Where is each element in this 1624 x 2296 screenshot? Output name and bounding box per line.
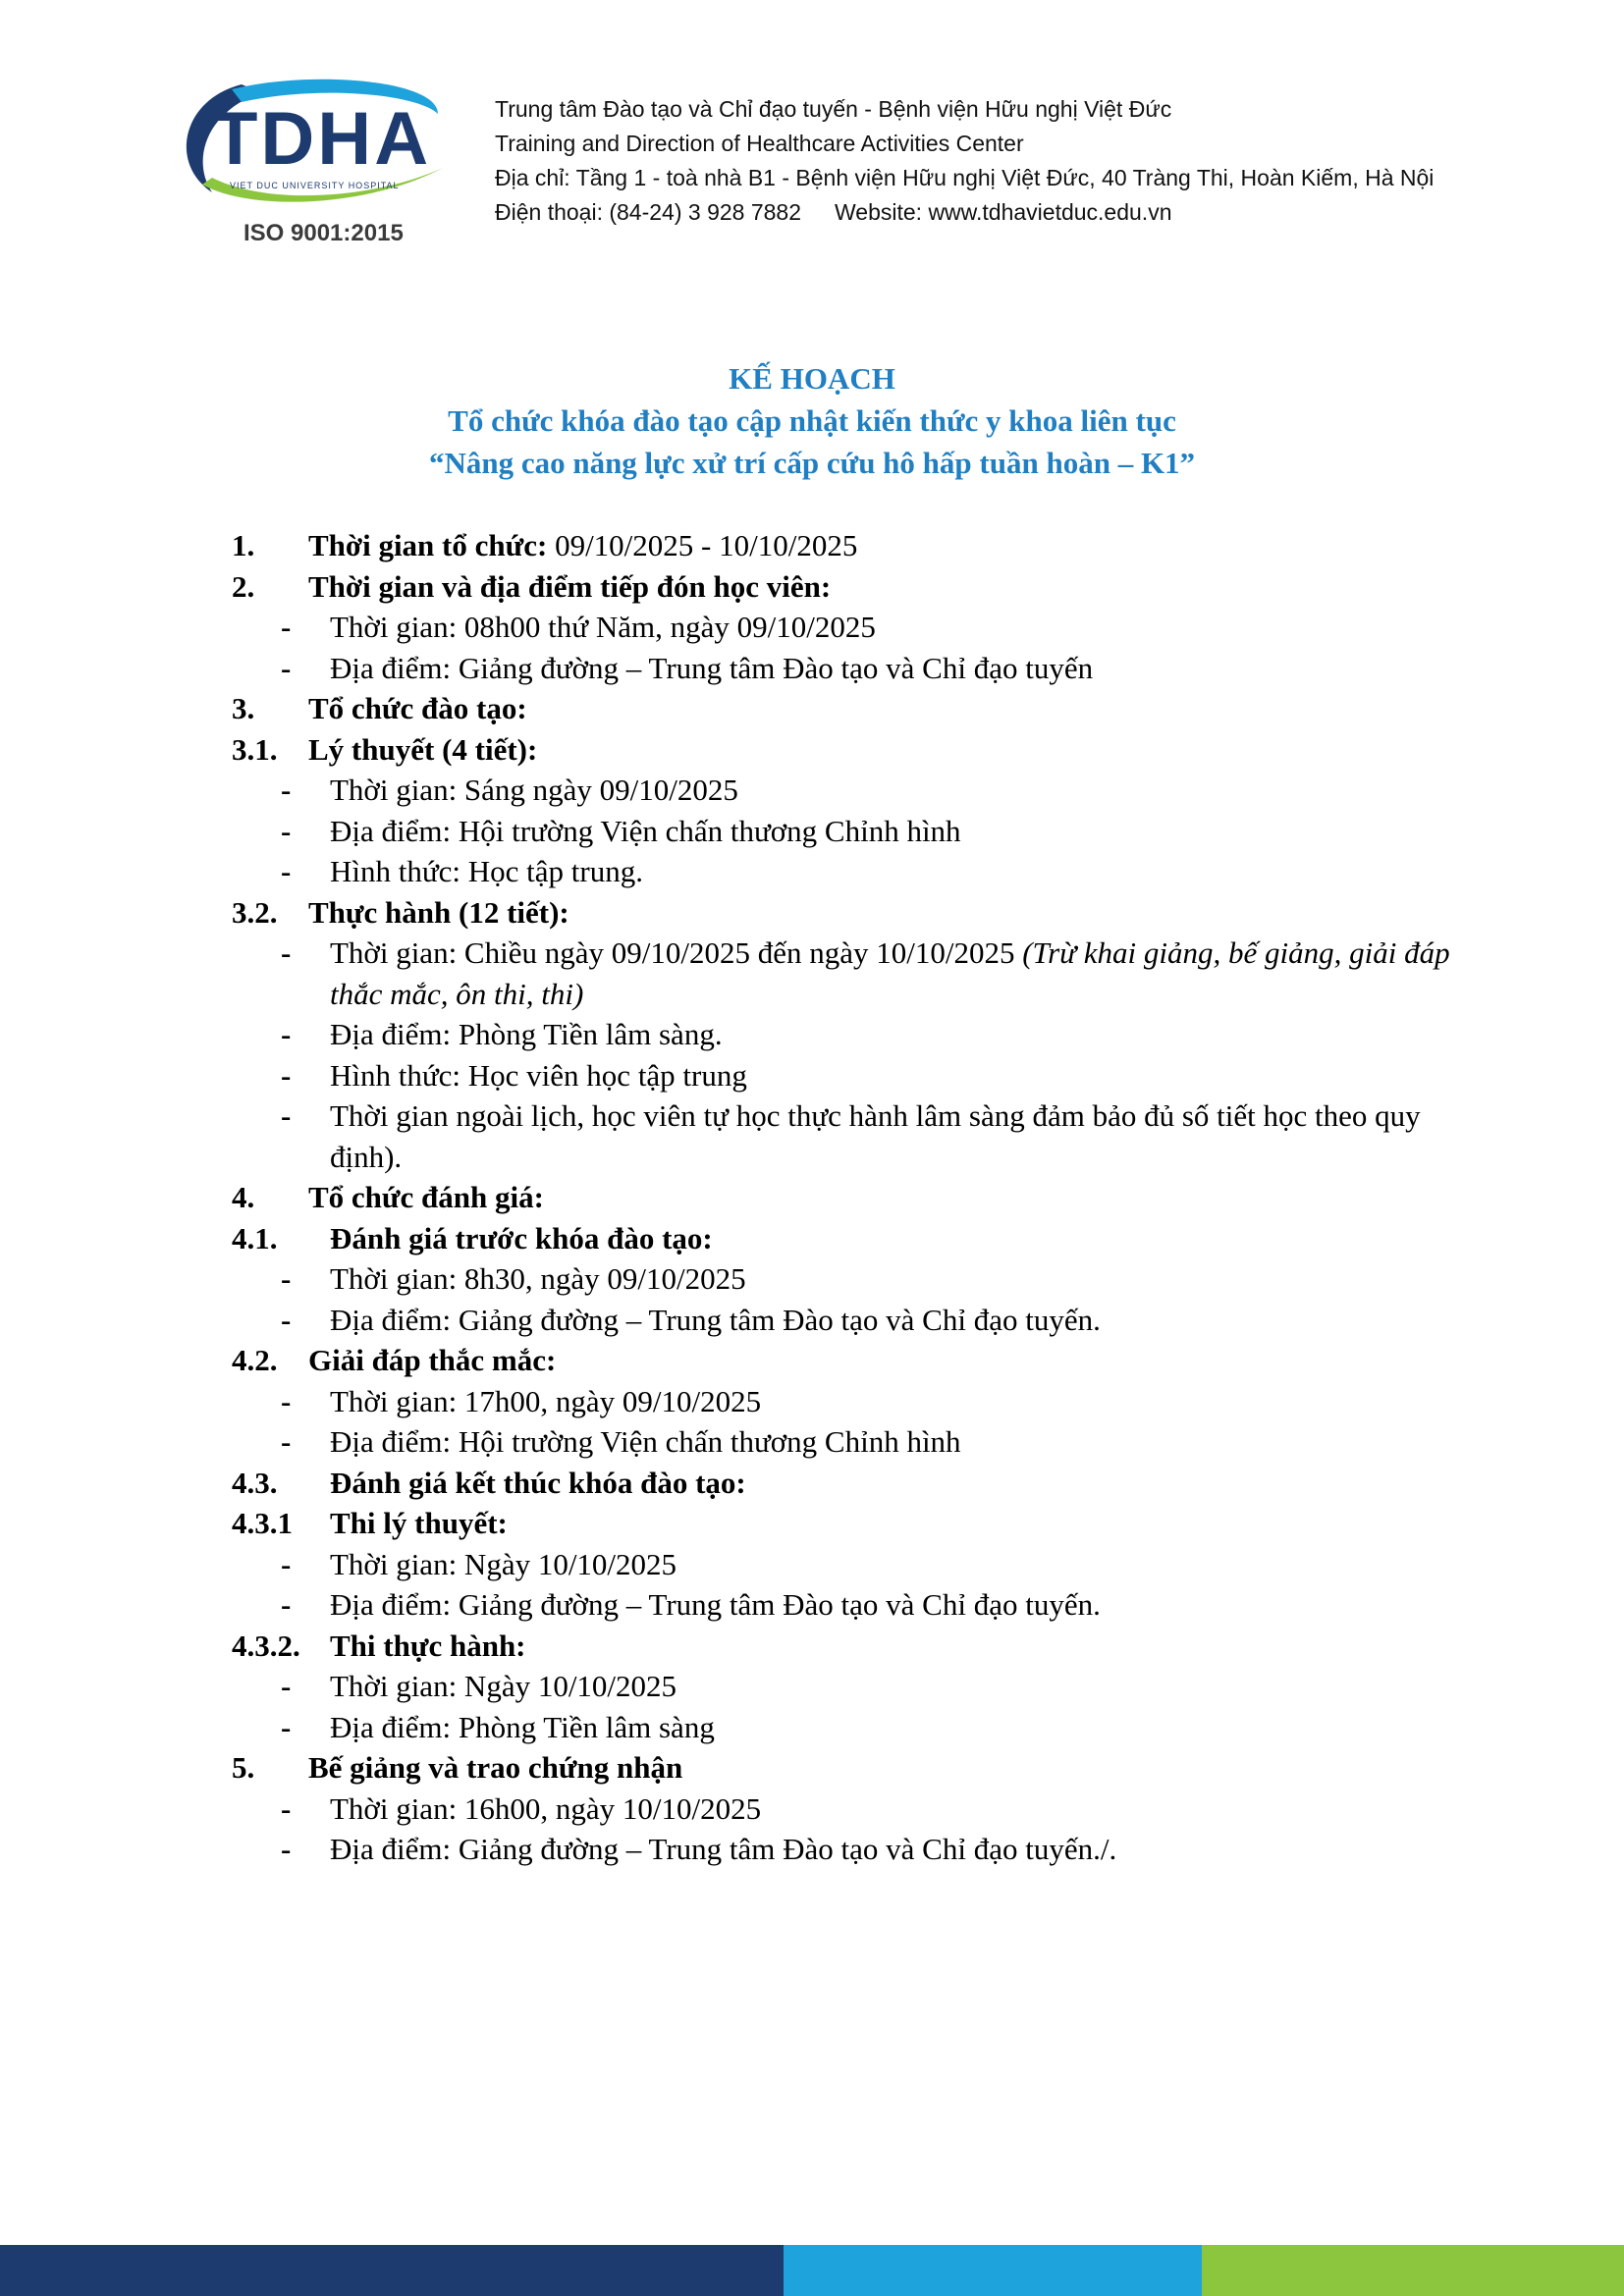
section-label: Bế giảng và trao chứng nhận xyxy=(308,1750,683,1785)
bullet-dash-icon: - xyxy=(281,1587,292,1622)
section-number: 3.1. xyxy=(232,731,278,767)
section-label: Thi lý thuyết: xyxy=(330,1506,508,1540)
bullet-dash-icon: - xyxy=(281,1790,292,1826)
bullet-item xyxy=(232,1381,1508,1422)
bullet-item xyxy=(232,1300,1508,1341)
section-label: Thực hành (12 tiết): xyxy=(308,894,569,930)
document-title xyxy=(0,357,1624,484)
section-label: Đánh giá trước khóa đào tạo: xyxy=(330,1220,713,1255)
section-label: Đánh giá kết thúc khóa đào tạo: xyxy=(330,1465,746,1500)
bullet-dash-icon: - xyxy=(281,1424,292,1459)
bullet-item xyxy=(232,1421,1508,1463)
section-heading xyxy=(232,1503,1508,1544)
section-number: 1. xyxy=(232,528,255,562)
bullet-text: Địa điểm: Hội trường Viện chấn thương Chỉnh hình xyxy=(330,813,961,848)
section-heading xyxy=(232,1218,1508,1259)
section-heading xyxy=(232,729,1508,771)
bullet-item xyxy=(232,1544,1508,1585)
logo-iso: ISO 9001:2015 xyxy=(244,220,404,246)
bullet-dash-icon: - xyxy=(281,1709,292,1744)
section-heading xyxy=(232,1340,1508,1381)
section-number: 5. xyxy=(232,1750,255,1785)
section-number: 4.3.2. xyxy=(232,1628,300,1663)
section-number: 4.3. xyxy=(232,1465,278,1500)
title-line-2: Tổ chức khóa đào tạo cập nhật kiến thức y khoa liên tục xyxy=(448,403,1176,438)
footer-color-bar xyxy=(0,2245,1624,2296)
bullet-item xyxy=(232,1014,1508,1055)
footer-bar-cyan xyxy=(784,2245,1202,2296)
org-name-en: Training and Direction of Healthcare Activities Center xyxy=(495,131,1024,156)
bullet-item xyxy=(232,607,1508,648)
plan-body xyxy=(232,525,1508,1870)
section-heading xyxy=(232,1747,1508,1789)
bullet-item xyxy=(232,851,1508,892)
bullet-item xyxy=(232,1789,1508,1830)
bullet-dash-icon: - xyxy=(281,935,292,970)
logo-mark: TDHA xyxy=(212,97,432,181)
section-heading xyxy=(232,1626,1508,1667)
org-contact xyxy=(495,195,1434,230)
bullet-item xyxy=(232,1584,1508,1626)
bullet-item xyxy=(232,1666,1508,1707)
bullet-text: Thời gian: Ngày 10/10/2025 xyxy=(330,1669,677,1703)
bullet-dash-icon: - xyxy=(281,1017,292,1051)
section-heading xyxy=(232,525,1508,566)
bullet-note: (Trừ khai giảng, bế giảng, giải đáp thắc mắc, ôn thi, thi) xyxy=(330,935,1450,1011)
bullet-dash-icon: - xyxy=(281,610,292,644)
bullet-dash-icon: - xyxy=(281,1546,292,1581)
tdha-logo xyxy=(173,75,448,261)
bullet-dash-icon: - xyxy=(281,773,292,807)
bullet-dash-icon: - xyxy=(281,813,292,848)
section-heading xyxy=(232,1177,1508,1218)
bullet-text: Địa điểm: Giảng đường – Trung tâm Đào tạo và Chỉ đạo tuyến./. xyxy=(330,1832,1117,1866)
section-label: Thời gian và địa điểm tiếp đón học viên: xyxy=(308,568,832,604)
title-line-1: KẾ HOẠCH xyxy=(729,361,895,396)
bullet-item xyxy=(232,770,1508,811)
section-heading xyxy=(232,892,1508,934)
bullet-item xyxy=(232,1055,1508,1096)
bullet-dash-icon: - xyxy=(281,854,292,888)
footer-bar-green xyxy=(1202,2245,1624,2296)
bullet-text: Địa điểm: Giảng đường – Trung tâm Đào tạo và Chỉ đạo tuyến. xyxy=(330,1302,1101,1337)
bullet-text: Thời gian: 08h00 thứ Năm, ngày 09/10/2025 xyxy=(330,610,876,644)
section-number: 3. xyxy=(232,691,255,725)
section-heading xyxy=(232,566,1508,608)
bullet-text: Thời gian: Ngày 10/10/2025 xyxy=(330,1546,677,1581)
section-number: 4.1. xyxy=(232,1220,278,1255)
section-number: 4. xyxy=(232,1180,255,1214)
section-label: Thi thực hành: xyxy=(330,1628,526,1663)
org-website[interactable]: Website: www.tdhavietduc.edu.vn xyxy=(835,199,1172,225)
org-name-vi: Trung tâm Đào tạo và Chỉ đạo tuyến - Bệnh viện Hữu nghị Việt Đức xyxy=(495,96,1172,122)
section-label: Tổ chức đào tạo: xyxy=(308,691,527,725)
section-number: 3.2. xyxy=(232,894,278,930)
bullet-text: Thời gian: Sáng ngày 09/10/2025 xyxy=(330,773,738,807)
org-address: Địa chỉ: Tầng 1 - toà nhà B1 - Bệnh viện Hữu nghị Việt Đức, 40 Tràng Thi, Hoàn Kiếm, Hà Nội xyxy=(495,165,1435,190)
bullet-item xyxy=(232,1829,1508,1870)
section-value: 09/10/2025 - 10/10/2025 xyxy=(547,528,858,562)
bullet-text: Địa điểm: Giảng đường – Trung tâm Đào tạo và Chỉ đạo tuyến xyxy=(330,650,1094,685)
bullet-item xyxy=(232,1095,1508,1177)
bullet-dash-icon: - xyxy=(281,1302,292,1337)
section-heading xyxy=(232,1463,1508,1504)
bullet-text: Thời gian: Chiều ngày 09/10/2025 đến ngày 10/10/2025 xyxy=(330,935,1023,970)
bullet-text: Địa điểm: Giảng đường – Trung tâm Đào tạo và Chỉ đạo tuyến. xyxy=(330,1587,1101,1622)
bullet-text: Hình thức: Học tập trung. xyxy=(330,854,643,888)
bullet-text: Thời gian: 8h30, ngày 09/10/2025 xyxy=(330,1261,746,1296)
bullet-text: Địa điểm: Hội trường Viện chấn thương Chỉnh hình xyxy=(330,1424,961,1459)
bullet-dash-icon: - xyxy=(281,1669,292,1703)
bullet-dash-icon: - xyxy=(281,1098,292,1133)
bullet-text: Thời gian: 16h00, ngày 10/10/2025 xyxy=(330,1790,762,1826)
bullet-dash-icon: - xyxy=(281,650,292,685)
bullet-text: Thời gian ngoài lịch, học viên tự học thực hành lâm sàng đảm bảo đủ số tiết học theo quy định). xyxy=(330,1098,1421,1174)
title-line-3: “Nâng cao năng lực xử trí cấp cứu hô hấp tuần hoàn – K1” xyxy=(428,446,1196,480)
bullet-dash-icon: - xyxy=(281,1261,292,1296)
bullet-dash-icon: - xyxy=(281,1383,292,1418)
bullet-item xyxy=(232,1707,1508,1748)
bullet-item xyxy=(232,648,1508,689)
bullet-item xyxy=(232,1258,1508,1300)
bullet-item xyxy=(232,811,1508,852)
footer-bar-navy xyxy=(0,2245,784,2296)
section-number: 2. xyxy=(232,568,255,604)
bullet-dash-icon: - xyxy=(281,1832,292,1866)
section-label: Thời gian tổ chức: xyxy=(308,528,548,562)
section-heading xyxy=(232,688,1508,729)
section-number: 4.3.1 xyxy=(232,1506,293,1540)
section-label: Giải đáp thắc mắc: xyxy=(308,1343,557,1377)
org-phone: Điện thoại: (84-24) 3 928 7882 xyxy=(495,199,801,225)
bullet-text: Hình thức: Học viên học tập trung xyxy=(330,1057,747,1093)
bullet-text: Địa điểm: Phòng Tiền lâm sàng. xyxy=(330,1017,723,1051)
logo-subtitle: VIET DUC UNIVERSITY HOSPITAL xyxy=(230,181,400,190)
bullet-item xyxy=(232,933,1508,1014)
organization-header xyxy=(495,92,1434,230)
section-label: Lý thuyết (4 tiết): xyxy=(308,731,538,767)
section-label: Tổ chức đánh giá: xyxy=(308,1180,544,1214)
bullet-text: Thời gian: 17h00, ngày 09/10/2025 xyxy=(330,1383,762,1418)
bullet-text: Địa điểm: Phòng Tiền lâm sàng xyxy=(330,1709,715,1744)
section-number: 4.2. xyxy=(232,1343,278,1377)
bullet-dash-icon: - xyxy=(281,1057,292,1093)
